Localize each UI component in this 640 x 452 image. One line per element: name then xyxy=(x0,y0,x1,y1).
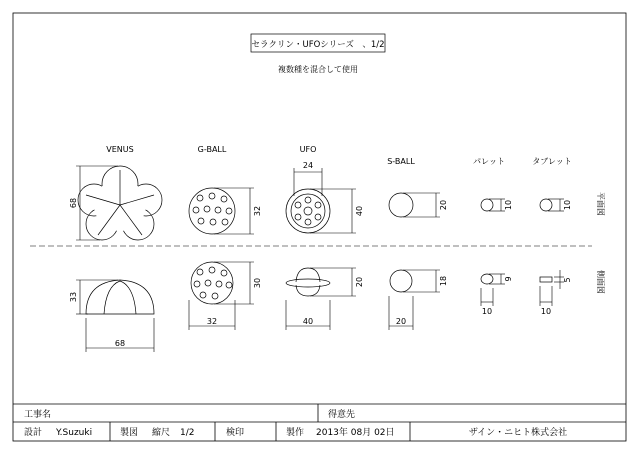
tablet-side-view xyxy=(540,277,552,282)
venus-top-view xyxy=(78,166,162,240)
stamp-label: 検印 xyxy=(226,428,245,438)
company-name: ザイン・ニヒト株式会社 xyxy=(468,428,568,438)
pallet-side-view xyxy=(481,274,493,284)
scale-value: 1/2 xyxy=(180,428,195,438)
pallet-bottom-dim: 10 xyxy=(481,307,493,316)
client-label: 得意先 xyxy=(328,410,356,420)
sheet-subtitle: 複数種を混合して使用 xyxy=(278,65,358,74)
sheet-title: セラクリン・UFOシリーズ 、1/2 xyxy=(251,40,385,50)
top-view-label: 平面図 xyxy=(596,192,605,216)
sball-dimensions xyxy=(389,193,440,330)
venus-top-dim: 68 xyxy=(69,197,78,209)
designer-name: Y.Suzuki xyxy=(56,428,93,438)
made-label: 製作 xyxy=(286,428,305,438)
ufo-top-view xyxy=(286,189,330,233)
pallet-top-view xyxy=(481,199,493,211)
product-name-pallet: パレット xyxy=(473,157,505,166)
sball-bottom-dim: 20 xyxy=(395,317,407,326)
gball-side-dim: 30 xyxy=(253,277,262,289)
gball-top-view xyxy=(189,188,235,234)
ufo-top-dim: 40 xyxy=(355,205,364,217)
ufo-bottom-dim: 40 xyxy=(302,317,314,326)
ufo-side-dim: 20 xyxy=(355,276,364,288)
tablet-bottom-dim: 10 xyxy=(540,307,552,316)
product-name-venus: VENUS xyxy=(106,145,134,154)
pallet-side-dim: 9 xyxy=(504,276,513,282)
sball-side-dim: 18 xyxy=(439,275,448,287)
ufo-top-width-dim: 24 xyxy=(302,161,314,170)
tablet-top-dim: 10 xyxy=(563,199,572,211)
sball-top-view xyxy=(389,193,413,217)
side-view-label: 側面図 xyxy=(596,270,605,294)
gball-side-view xyxy=(191,262,233,304)
venus-bottom-dim: 68 xyxy=(114,339,126,348)
drawing-frame xyxy=(13,13,626,441)
pallet-dimensions xyxy=(481,199,505,306)
product-name-tablet: タブレット xyxy=(532,157,572,166)
project-label: 工事名 xyxy=(24,410,52,420)
ufo-side-view xyxy=(286,268,330,296)
sball-side-view xyxy=(390,270,412,292)
drawing-label: 製図 xyxy=(120,428,139,438)
tablet-top-view xyxy=(540,199,552,211)
product-name-sball: S-BALL xyxy=(387,157,415,166)
product-name-gball: G-BALL xyxy=(197,145,227,154)
product-name-ufo: UFO xyxy=(299,145,317,154)
tablet-dimensions xyxy=(540,199,564,306)
sball-top-dim: 20 xyxy=(439,199,448,211)
venus-side-view xyxy=(86,280,154,314)
tablet-side-dim: 5 xyxy=(563,277,572,283)
date-value: 2013年 08月 02日 xyxy=(316,428,395,438)
gball-bottom-dim: 32 xyxy=(206,317,218,326)
venus-side-dim: 33 xyxy=(69,291,78,303)
gball-top-dim: 32 xyxy=(253,205,262,217)
pallet-top-dim: 10 xyxy=(504,199,513,211)
scale-label: 縮尺 xyxy=(152,428,171,438)
design-label: 設計 xyxy=(24,428,43,438)
